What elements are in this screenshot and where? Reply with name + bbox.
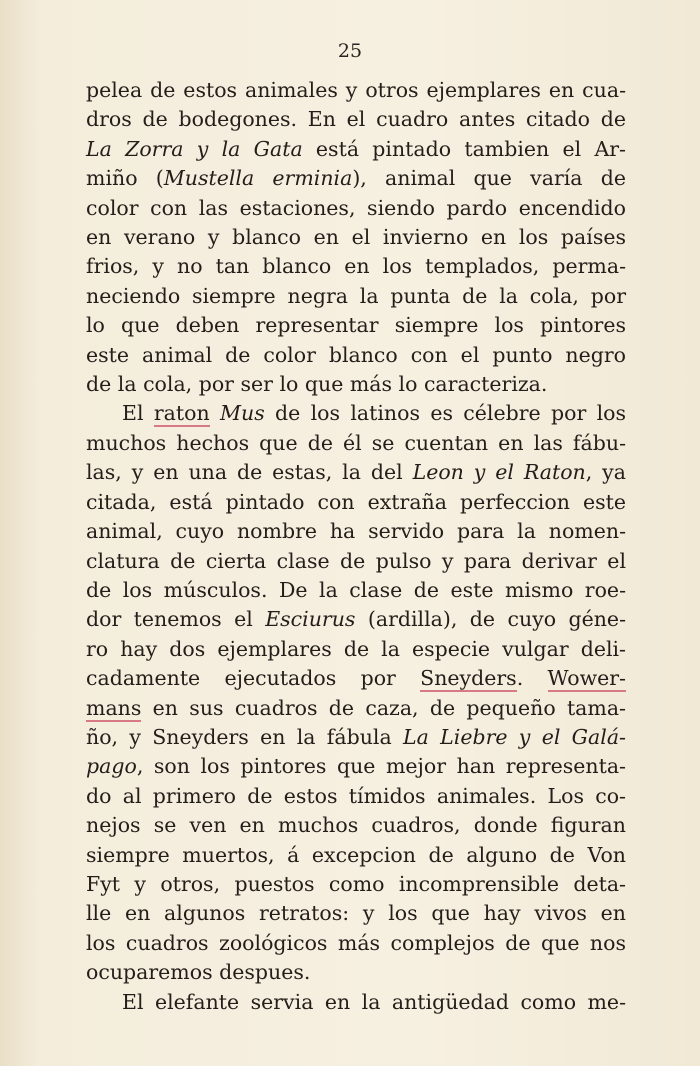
text-segment: de los latinos es célebre por los	[264, 401, 626, 426]
text-segment	[210, 401, 220, 425]
text-line	[86, 841, 626, 870]
text-line	[86, 752, 626, 781]
text-segment: nejos se ven en muchos cuadros, donde figuran	[86, 813, 626, 838]
text-line	[86, 252, 626, 281]
text-line	[86, 664, 626, 693]
italic-text: Mus	[220, 401, 265, 426]
text-segment: , ya	[585, 460, 626, 485]
text-segment: pelea de estos animales y otros ejemplares en cua-	[86, 78, 626, 102]
text-segment: está pintado tambien el Ar-	[302, 136, 626, 161]
text-line	[86, 429, 626, 458]
text-line	[86, 76, 626, 105]
text-line	[86, 899, 626, 928]
text-segment: citada, está pintado con extraña perfeccion este	[86, 489, 626, 514]
text-line	[86, 988, 626, 1017]
text-segment: mans	[86, 695, 142, 720]
text-segment: miño (	[86, 166, 164, 191]
text-segment: lle en algunos retratos: y los que hay vivos en	[86, 901, 626, 926]
text-line	[86, 929, 626, 958]
text-line	[86, 282, 626, 311]
italic-text: Esciurus	[265, 607, 356, 632]
text-line	[86, 341, 626, 370]
text-line	[86, 135, 626, 164]
body-text	[86, 76, 626, 1017]
text-line	[86, 694, 626, 723]
text-segment: Wower-	[547, 666, 626, 691]
text-line	[86, 164, 626, 193]
text-segment: frios, y no tan blanco en los templados, perma-	[86, 254, 626, 279]
text-segment: raton	[153, 401, 210, 426]
text-segment: ro hay dos ejemplares de la especie vulgar deli-	[86, 636, 626, 661]
text-segment: los cuadros zoológicos más complejos de que nos	[86, 930, 626, 955]
text-segment: cadamente ejecutados por	[86, 666, 421, 691]
text-segment: El elefante servia en la antigüedad como me-	[122, 989, 626, 1014]
text-line	[86, 723, 626, 752]
italic-text: Leon y el Raton	[412, 460, 586, 485]
text-segment: Fyt y otros, puestos como incomprensible deta-	[86, 871, 626, 896]
text-segment: do al primero de estos tímidos animales. Los co-	[86, 783, 626, 808]
text-line	[86, 458, 626, 487]
text-segment: de la cola, por ser lo que más lo caracteriza.	[86, 372, 548, 397]
text-line	[86, 105, 626, 134]
text-line	[86, 223, 626, 252]
text-segment: color con las estaciones, siendo pardo encendido	[86, 195, 626, 220]
text-segment: neciendo siempre negra la punta de la cola, por	[86, 283, 626, 308]
text-segment: .	[516, 666, 548, 691]
text-line	[86, 811, 626, 840]
text-segment: ño, y Sneyders en la fábula	[86, 724, 404, 749]
text-line	[86, 194, 626, 223]
text-segment: en verano y blanco en el invierno en los países	[86, 225, 626, 250]
italic-text: La Zorra y la Gata	[86, 136, 303, 161]
text-line	[86, 870, 626, 899]
text-segment: ocuparemos despues.	[86, 960, 311, 985]
text-segment: muchos hechos que de él se cuentan en las fábu-	[86, 430, 626, 455]
text-segment: El	[122, 401, 154, 426]
text-line	[86, 576, 626, 605]
text-segment: siempre muertos, á excepcion de alguno de Von	[86, 842, 626, 867]
text-segment: , son los pintores que mejor han representa-	[136, 754, 626, 779]
text-segment: ), animal que varía de	[352, 166, 626, 191]
text-line	[86, 517, 626, 546]
text-segment: clatura de cierta clase de pulso y para derivar el	[86, 548, 626, 573]
page-number: 25	[337, 40, 363, 62]
text-line	[86, 399, 626, 428]
text-line	[86, 547, 626, 576]
text-line	[86, 958, 626, 987]
text-segment: Sneyders	[420, 666, 517, 691]
text-segment: lo que deben representar siempre los pintores	[86, 313, 626, 338]
text-line	[86, 488, 626, 517]
text-line	[86, 311, 626, 340]
text-segment: de los músculos. De la clase de este mismo roe-	[86, 577, 626, 602]
text-segment: dor tenemos el	[86, 607, 266, 632]
text-line	[86, 605, 626, 634]
text-segment: este animal de color blanco con el punto negro	[86, 342, 626, 367]
text-line	[86, 635, 626, 664]
text-segment: las, y en una de estas, la del	[86, 460, 413, 485]
text-segment: animal, cuyo nombre ha servido para la nomen-	[86, 519, 626, 544]
text-segment: dros de bodegones. En el cuadro antes citado de	[86, 107, 626, 132]
text-line	[86, 782, 626, 811]
text-line	[86, 370, 626, 399]
italic-text: La Liebre y el Galá-	[403, 724, 626, 749]
italic-text: pago	[86, 754, 137, 779]
text-segment: en sus cuadros de caza, de pequeño tama-	[141, 695, 626, 720]
text-segment: (ardilla), de cuyo géne-	[355, 607, 626, 632]
italic-text: Mustella erminia	[163, 166, 353, 191]
